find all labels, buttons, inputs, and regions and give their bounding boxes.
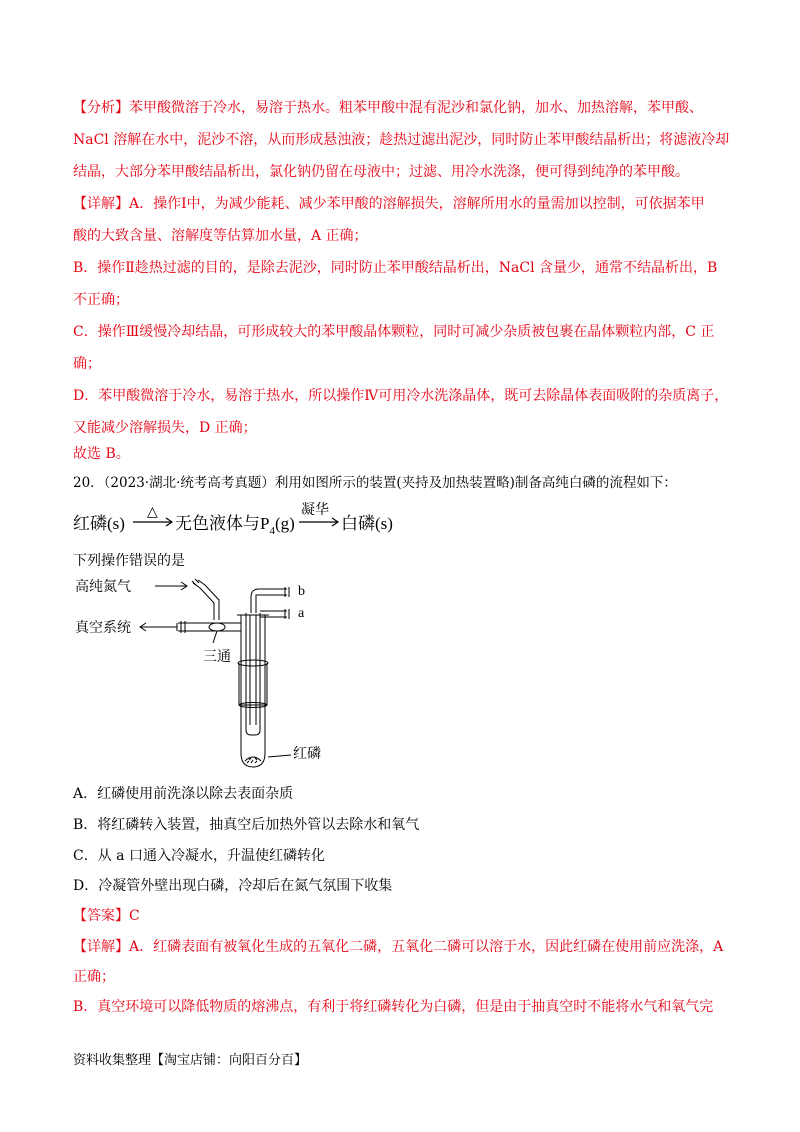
red-phosphorus-pointer xyxy=(268,755,291,757)
apparatus-figure xyxy=(73,575,373,775)
question-prompt: 下列操作错误的是 xyxy=(73,553,185,569)
condenser-tube xyxy=(246,613,260,735)
port-a-tube xyxy=(260,611,287,617)
formula-condition-heat: △ xyxy=(147,505,158,520)
formula-product: 白磷(s) xyxy=(341,514,393,533)
formula-middle-end: (g) xyxy=(274,514,295,533)
analysis-line: NaCl 溶解在水中，泥沙不溶，从而形成悬浊液；趁热过滤出泥沙，同时防止苯甲酸结晶析出；将滤液冷却 xyxy=(73,132,730,148)
analysis-line: 【详解】A．操作Ⅰ中，为减少能耗、减少苯甲酸的溶解损失，溶解所用水的量需加以控制，可依据苯甲 xyxy=(73,196,705,212)
analysis-line: B．操作Ⅱ趁热过滤的目的，是除去泥沙，同时防止苯甲酸结晶析出，NaCl 含量少，通常不结晶析出，B xyxy=(73,260,718,276)
option-a: A．红磷使用前洗涤以除去表面杂质 xyxy=(73,786,294,802)
cold-band xyxy=(238,660,268,666)
formula-middle-text: 无色液体与P xyxy=(175,514,270,533)
formula-middle xyxy=(175,514,295,537)
analysis-line: 酸的大致含量、溶解度等估算加水量，A 正确； xyxy=(73,228,368,244)
option-d: D．冷凝管外壁出现白磷，冷却后在氮气氛围下收集 xyxy=(73,878,393,894)
analysis-line: 结晶，大部分苯甲酸结晶析出，氯化钠仍留在母液中；过滤、用冷水洗涤，便可得到纯净的苯甲酸。 xyxy=(73,164,689,180)
nitrogen-inlet-tube xyxy=(193,583,214,620)
reaction-formula xyxy=(73,500,433,540)
analysis-line: 又能减少溶解损失，D 正确； xyxy=(73,420,257,436)
formula-reactant: 红磷(s) xyxy=(73,514,125,533)
detail-line: 【详解】A．红磷表面有被氧化生成的五氧化二磷，五氧化二磷可以溶于水，因此红磷在使用前应洗涤，A xyxy=(73,939,724,955)
analysis-line: 故选 B。 xyxy=(73,446,130,462)
question-stem: 20．（2023·湖北·统考高考真题）利用如图所示的装置(夹持及加热装置略)制备高纯白磷的流程如下： xyxy=(73,475,677,491)
formula-subscript: 4 xyxy=(269,525,275,537)
page-footer: 资料收集整理【淘宝店铺：向阳百分百】 xyxy=(73,1053,308,1068)
label-port-a: a xyxy=(298,606,305,621)
detail-line: B．真空环境可以降低物质的熔沸点，有利于将红磷转化为白磷，但是由于抽真空时不能将水气和氧气完 xyxy=(73,999,714,1015)
label-red-phosphorus: 红磷 xyxy=(293,747,321,762)
valve-pointer xyxy=(213,631,217,643)
port-b-tube xyxy=(251,589,287,613)
outer-tube xyxy=(241,615,265,767)
label-vacuum: 真空系统 xyxy=(75,621,131,636)
analysis-line: 确； xyxy=(73,356,101,372)
answer-line: 【答案】C xyxy=(73,908,140,924)
analysis-line: D．苯甲酸微溶于冷水，易溶于热水，所以操作Ⅳ可用冷水洗涤晶体，既可去除晶体表面吸附的杂质离子， xyxy=(73,388,729,404)
label-valve: 三通 xyxy=(203,650,231,665)
label-nitrogen: 高纯氮气 xyxy=(75,580,131,595)
analysis-line: 不正确； xyxy=(73,292,129,308)
analysis-line: 【分析】苯甲酸微溶于冷水，易溶于热水。粗苯甲酸中混有泥沙和氯化钠，加水、加热溶解，苯甲酸、 xyxy=(73,100,703,116)
analysis-line: C．操作Ⅲ缓慢冷却结晶，可形成较大的苯甲酸晶体颗粒，同时可减少杂质被包裹在晶体颗粒内部，C 正 xyxy=(73,324,715,340)
label-port-b: b xyxy=(298,584,305,599)
formula-condition-sublimate: 凝华 xyxy=(301,503,329,518)
detail-line: 正确； xyxy=(73,969,115,985)
three-way-valve xyxy=(209,623,225,631)
option-b: B．将红磷转入装置，抽真空后加热外管以去除水和氧气 xyxy=(73,817,420,833)
option-c: C．从 a 口通入冷凝水，升温使红磷转化 xyxy=(73,848,325,864)
